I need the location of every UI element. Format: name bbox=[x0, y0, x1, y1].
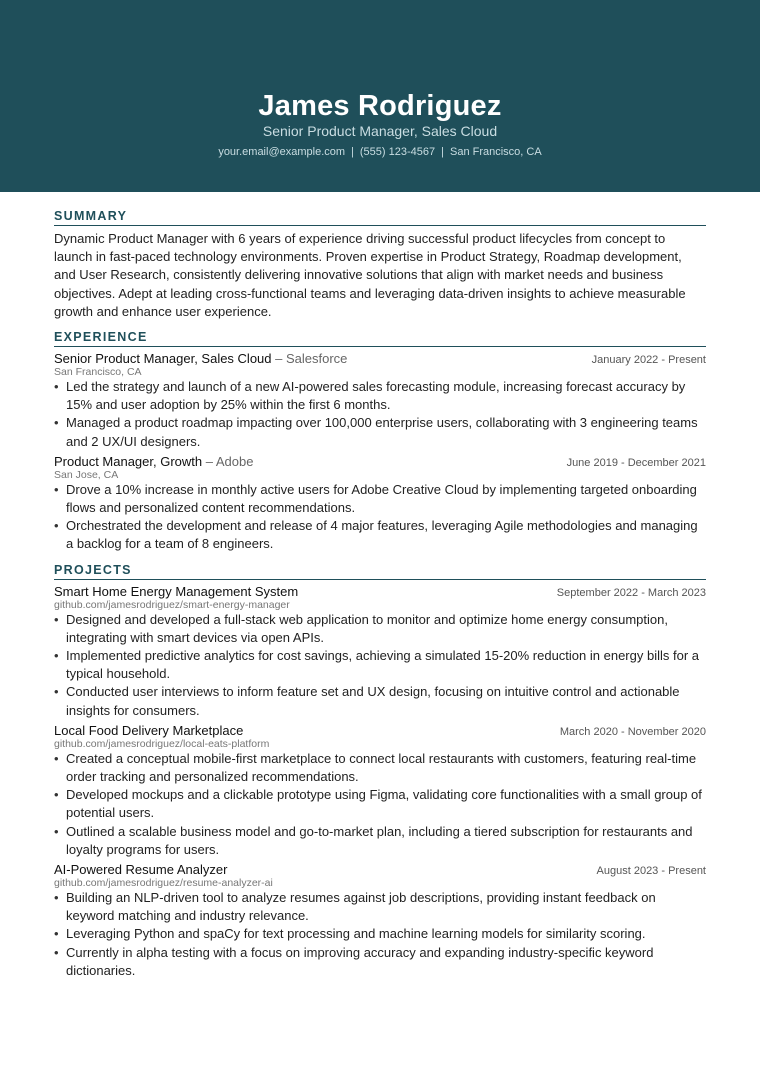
project-bullet: • Created a conceptual mobile-first marketplace to connect local restaurants with customers, featuring real-time order tracking and personalized recommendations. bbox=[54, 750, 706, 786]
project-bullet: • Outlined a scalable business model and go-to-market plan, including a tiered subscription for restaurants and loyalty programs for users. bbox=[54, 823, 706, 859]
experience-heading: EXPERIENCE bbox=[54, 330, 706, 347]
job-bullet: • Managed a product roadmap impacting over 100,000 enterprise users, collaborating with 3 engineering teams and 2 UX/UI designers. bbox=[54, 414, 706, 450]
projects-list bbox=[54, 584, 706, 980]
project-link[interactable]: github.com/jamesrodriguez/smart-energy-manager bbox=[54, 598, 290, 611]
job-bullet-list bbox=[54, 378, 706, 451]
project-entry-header bbox=[54, 584, 706, 600]
project-role: Local Food Delivery Marketplace bbox=[54, 722, 244, 738]
contact-line bbox=[0, 145, 760, 159]
project-entry-header bbox=[54, 862, 706, 878]
project-role: AI-Powered Resume Analyzer bbox=[54, 862, 228, 878]
job-bullet: • Drove a 10% increase in monthly active users for Adobe Creative Cloud by implementing targeted onboarding flows and personalized content recommendations. bbox=[54, 481, 706, 517]
job-title bbox=[54, 351, 347, 367]
contact-separator: | bbox=[441, 146, 444, 158]
job-location: San Jose, CA bbox=[54, 468, 119, 481]
project-bullet: • Currently in alpha testing with a focus on improving accuracy and expanding industry-specific keyword dictionaries. bbox=[54, 944, 706, 980]
project-date-range: August 2023 - Present bbox=[596, 865, 706, 878]
project-bullet-list bbox=[54, 750, 706, 859]
contact-email[interactable]: your.email@example.com bbox=[218, 146, 346, 158]
project-entry bbox=[54, 584, 706, 720]
job-bullet: • Orchestrated the development and release of 4 major features, leveraging Agile methodologies and managing a backlog for a team of 8 engineers. bbox=[54, 517, 706, 553]
project-bullet: • Conducted user interviews to inform feature set and UX design, focusing on intuitive control and actionable insights for consumers. bbox=[54, 683, 706, 719]
summary-heading: SUMMARY bbox=[54, 209, 706, 226]
project-bullet: • Developed mockups and a clickable prototype using Figma, validating core functionalities with a small group of potential users. bbox=[54, 786, 706, 822]
job-title bbox=[54, 454, 253, 470]
project-bullet: • Implemented predictive analytics for cost savings, achieving a simulated 15-20% reduction in energy bills for a typical household. bbox=[54, 647, 706, 683]
job-date-range: January 2022 - Present bbox=[591, 354, 706, 367]
contact-separator: | bbox=[351, 146, 354, 158]
job-entry bbox=[54, 351, 706, 451]
project-title bbox=[54, 723, 243, 739]
job-entry bbox=[54, 454, 706, 554]
job-role: Senior Product Manager, Sales Cloud bbox=[54, 351, 272, 367]
experience-list bbox=[54, 351, 706, 554]
candidate-headline: Senior Product Manager, Sales Cloud bbox=[262, 123, 498, 139]
project-entry-header bbox=[54, 723, 706, 739]
project-title bbox=[54, 584, 298, 600]
job-organization: – Adobe bbox=[202, 453, 254, 469]
contact-phone[interactable]: (555) 123-4567 bbox=[359, 146, 436, 158]
project-role: Smart Home Energy Management System bbox=[54, 583, 299, 599]
job-organization: – Salesforce bbox=[271, 351, 348, 367]
resume-body bbox=[0, 192, 760, 980]
job-bullet: • Led the strategy and launch of a new AI-powered sales forecasting module, increasing forecast accuracy by 15% and user adoption by 25% within the first 6 months. bbox=[54, 378, 706, 414]
project-entry bbox=[54, 723, 706, 859]
job-location: San Francisco, CA bbox=[54, 366, 142, 379]
job-entry-header bbox=[54, 351, 706, 367]
project-link[interactable]: github.com/jamesrodriguez/resume-analyzer-ai bbox=[54, 877, 273, 890]
project-bullet: • Building an NLP-driven tool to analyze resumes against job descriptions, providing instant feedback on keyword matching and industry relevance. bbox=[54, 889, 706, 925]
project-link[interactable]: github.com/jamesrodriguez/local-eats-platform bbox=[54, 737, 270, 750]
project-entry bbox=[54, 862, 706, 980]
project-date-range: September 2022 - March 2023 bbox=[556, 586, 706, 599]
projects-heading: PROJECTS bbox=[54, 563, 706, 580]
project-bullet: • Designed and developed a full-stack web application to monitor and optimize home energy consumption, integrating with smart devices via open APIs. bbox=[54, 611, 706, 647]
resume-header bbox=[0, 0, 760, 192]
job-role: Product Manager, Growth bbox=[54, 453, 203, 469]
project-bullet-list bbox=[54, 611, 706, 720]
project-bullet-list bbox=[54, 889, 706, 980]
summary-text: Dynamic Product Manager with 6 years of experience driving successful product lifecycles from concept to launch in fast-paced technology environments. Proven expertise in Product Strategy, Roadmap development, and User Research, consistently delivering innovative solutions that align with market needs and business objectives. Adept at leading cross-functional teams and leveraging data-driven insights to achieve measurable growth and enhance user experience. bbox=[54, 231, 686, 319]
project-date-range: March 2020 - November 2020 bbox=[559, 725, 706, 738]
candidate-name: James Rodriguez bbox=[258, 90, 502, 122]
job-bullet-list bbox=[54, 481, 706, 554]
project-bullet: • Leveraging Python and spaCy for text processing and machine learning models for similarity scoring. bbox=[54, 925, 706, 943]
project-title bbox=[54, 862, 227, 878]
job-entry-header bbox=[54, 454, 706, 470]
job-date-range: June 2019 - December 2021 bbox=[566, 456, 706, 469]
contact-location: San Francisco, CA bbox=[449, 146, 542, 158]
